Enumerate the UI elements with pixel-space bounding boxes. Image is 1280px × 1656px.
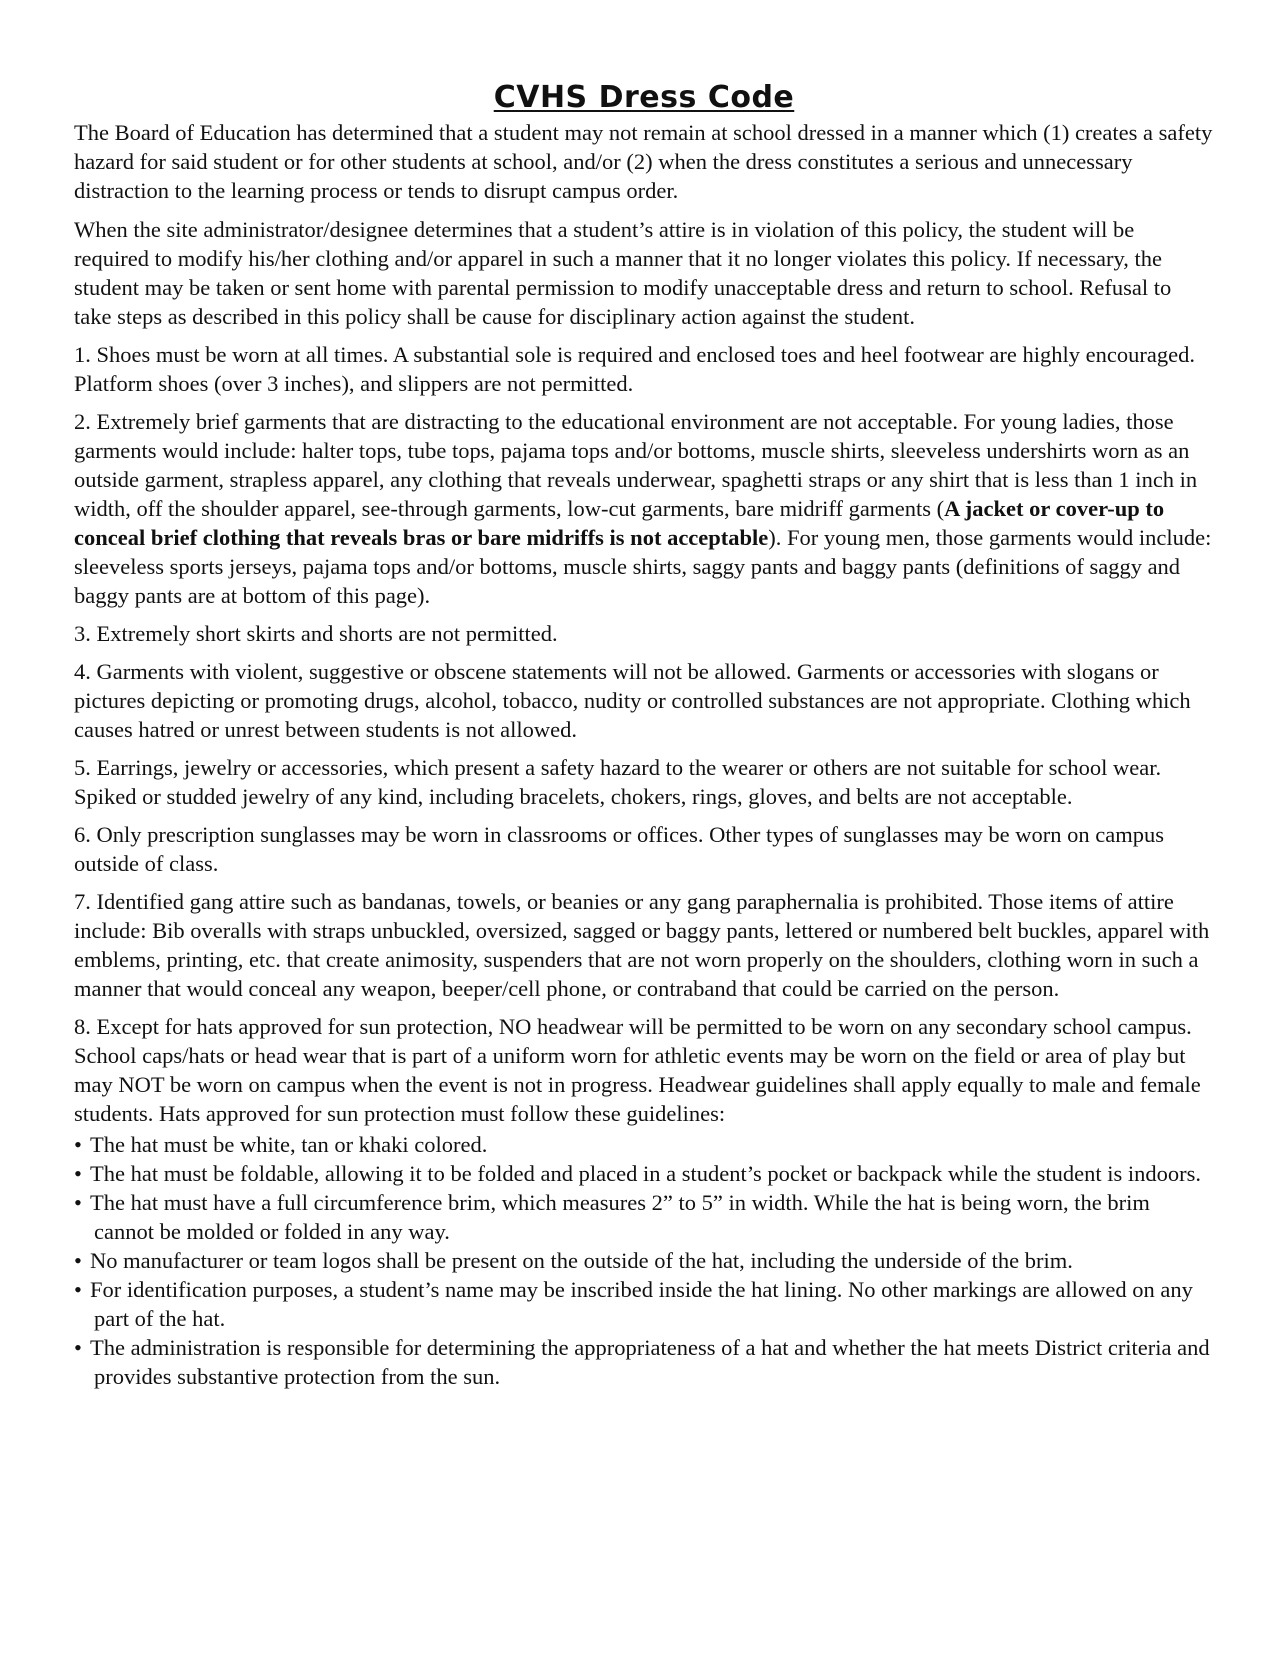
- rule-7-gang-attire: 7. Identified gang attire such as bandanas, towels, or beanies or any gang paraphernalia is prohibited. Those items of attire include: Bib overalls with straps unbuckled, oversized, sagged or baggy pants, lettered or numbered belt buckles, apparel with emblems, printing, etc. that create animosity, suspenders that are not worn properly on the shoulders, clothing worn in such a manner that would conceal any weapon, beeper/cell phone, or contraband that could be carried on the person.: [74, 889, 1210, 1001]
- list-item: [74, 1188, 1214, 1246]
- bullet-icon: •: [74, 1132, 82, 1157]
- bullet-icon: •: [74, 1248, 82, 1273]
- hat-guideline-text: The administration is responsible for determining the appropriateness of a hat and whether the hat meets District criteria and provides substantive protection from the sun.: [90, 1335, 1210, 1389]
- rule-6-sunglasses: 6. Only prescription sunglasses may be worn in classrooms or offices. Other types of sunglasses may be worn on campus outside of class.: [74, 822, 1165, 876]
- rule-2-text-b: ). For young men, those garments would include: sleeveless sports jerseys, pajama tops and/or bottoms, muscle shirts, saggy pants and baggy pants (definitions of saggy and baggy pants are at bottom of this page).: [74, 525, 1212, 608]
- rule-8-headwear: 8. Except for hats approved for sun protection, NO headwear will be permitted to be worn on any secondary school campus. School caps/hats or head wear that is part of a uniform worn for athletic events may be worn on the field or area of play but may NOT be worn on campus when the event is not in progress. Headwear guidelines shall apply equally to male and female students. Hats approved for sun protection must follow these guidelines:: [74, 1014, 1201, 1126]
- intro-paragraph-1: The Board of Education has determined that a student may not remain at school dressed in a manner which (1) creates a safety hazard for said student or for other students at school, and/or (2) when the dress constitutes a serious and unnecessary distraction to the learning process or tends to disrupt campus order.: [74, 120, 1213, 203]
- hat-guidelines-list: [74, 1130, 1214, 1391]
- hat-guideline-text: The hat must be foldable, allowing it to be folded and placed in a student’s pocket or backpack while the student is indoors.: [90, 1161, 1201, 1186]
- rule-2-bold-note: A jacket or cover-up to conceal brief clothing that reveals bras or bare midriffs is not acceptable: [74, 496, 1165, 550]
- hat-guideline-text: The hat must be white, tan or khaki colored.: [90, 1132, 488, 1157]
- rule-3-skirts-shorts: 3. Extremely short skirts and shorts are not permitted.: [74, 621, 558, 646]
- hat-guideline-text: The hat must have a full circumference brim, which measures 2” to 5” in width. While the hat is being worn, the brim cannot be molded or folded in any way.: [90, 1190, 1150, 1244]
- bullet-icon: •: [74, 1190, 82, 1215]
- hat-guideline-text: No manufacturer or team logos shall be present on the outside of the hat, including the underside of the brim.: [90, 1248, 1073, 1273]
- rule-2-brief-garments: [74, 407, 1214, 610]
- bullet-icon: •: [74, 1161, 82, 1186]
- rule-2-text-a: 2. Extremely brief garments that are distracting to the educational environment are not acceptable. For young ladies, those garments would include: halter tops, tube tops, pajama tops and/or bottoms, muscle shirts, sleeveless undershirts worn as an outside garment, strapless apparel, any clothing that reveals underwear, spaghetti straps or any shirt that is less than 1 inch in width, off the shoulder apparel, see-through garments, low-cut garments, bare midriff garments (: [74, 409, 1198, 521]
- intro-paragraph-2: When the site administrator/designee determines that a student’s attire is in violation of this policy, the student will be required to modify his/her clothing and/or apparel in such a manner that it no longer violates this policy. If necessary, the student may be taken or sent home with parental permission to modify unacceptable dress and return to school. Refusal to take steps as described in this policy shall be cause for disciplinary action against the student.: [74, 217, 1172, 329]
- rule-4-statements: 4. Garments with violent, suggestive or obscene statements will not be allowed. Garments or accessories with slogans or pictures depicting or promoting drugs, alcohol, tobacco, nudity or controlled substances are not appropriate. Clothing which causes hatred or unrest between students is not allowed.: [74, 659, 1191, 742]
- rule-5-jewelry: 5. Earrings, jewelry or accessories, which present a safety hazard to the wearer or others are not suitable for school wear. Spiked or studded jewelry of any kind, including bracelets, chokers, rings, gloves, and belts are not acceptable.: [74, 755, 1162, 809]
- bullet-icon: •: [74, 1335, 82, 1360]
- list-item: [74, 1246, 1214, 1275]
- rule-1-shoes: 1. Shoes must be worn at all times. A substantial sole is required and enclosed toes and heel footwear are highly encouraged. Platform shoes (over 3 inches), and slippers are not permitted.: [74, 342, 1195, 396]
- list-item: [74, 1333, 1214, 1391]
- list-item: [74, 1130, 1214, 1159]
- list-item: [74, 1275, 1214, 1333]
- hat-guideline-text: For identification purposes, a student’s name may be inscribed inside the hat lining. No other markings are allowed on any part of the hat.: [90, 1277, 1193, 1331]
- page-title: CVHS Dress Code: [493, 80, 795, 115]
- bullet-icon: •: [74, 1277, 82, 1302]
- list-item: [74, 1159, 1214, 1188]
- document-page: [74, 78, 1214, 1391]
